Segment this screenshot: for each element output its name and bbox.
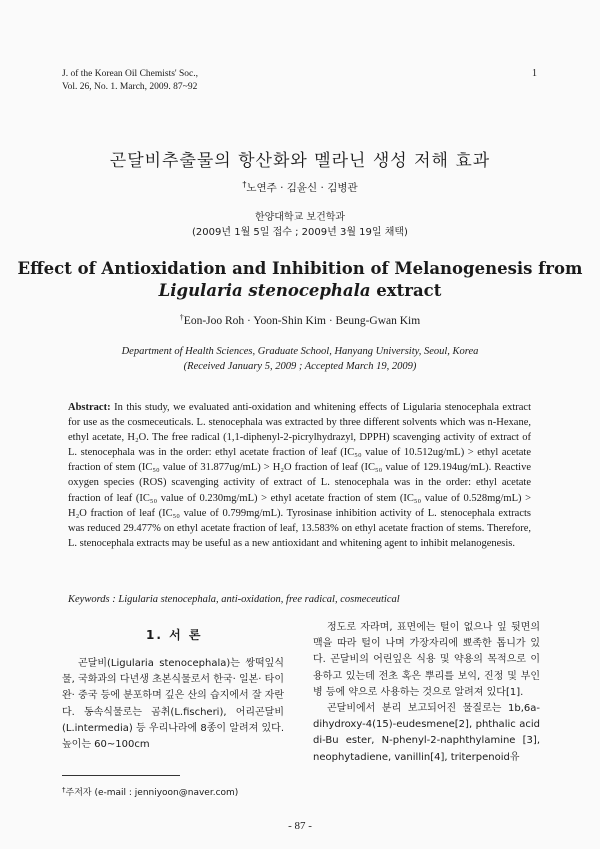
body-right-column (313, 620, 540, 766)
keywords: Keywords : Ligularia stenocephala, anti-oxidation, free radical, cosmeceutical (68, 594, 400, 605)
korean-affiliation-block (0, 210, 600, 240)
species-name: Ligularia stenocephala (158, 281, 371, 300)
body-left-column (62, 656, 284, 753)
korean-dates: (2009년 1월 5일 접수 ; 2009년 3월 19일 채택) (192, 227, 408, 238)
korean-title: 곤달비추출물의 항산화와 멜라닌 생성 저해 효과 (109, 151, 491, 171)
english-author-names: Eon-Joo Roh · Yoon-Shin Kim · Beung-Gwan Kim (183, 315, 421, 327)
journal-line-1: J. of the Korean Oil Chemists' Soc., (62, 69, 199, 79)
body-paragraph-left: 곤달비(Ligularia stenocephala)는 쌍떡잎식물, 국화과의 다년생 초본식물로서 한국· 일본· 타이완· 중국 등에 분포하며 깊은 산의 습지에서 잘 자란다. 동속식물로는 곰취(L.fischeri), 어리곤달비(L.intermedia) 등 우리나라에 8종이 알려져 있다. 높이는 60~100cm (62, 658, 284, 751)
journal-citation (62, 68, 198, 94)
body-paragraph-right-2: 곤달비에서 분리 보고되어진 물질로는 1b,6a-dihydroxy-4(15)-eudesmene[2], phthalic acid di-Bu ester, N-phenyl-2-naphthylamine [3], neophytadiene, vanillin[4], triterpenoid유 (313, 703, 540, 763)
abstract: Abstract: In this study, we evaluated anti-oxidation and whitening effects of Ligularia stenocephala extract for use as the cosmeceuticals. L. stenocephala was extracted by three different solvents which was n-Hexane, ethyl acetate, H₂O. The free radical (1,1-diphenyl-2-picrylhydrazyl, DPPH) scavenging activity of extract of L. stenocephala was in the order: ethyl acetate fraction of leaf (IC₅₀ value of 10.512ug/mL) > ethyl acetate fraction of stem (IC₅₀ value of 31.877ug/mL) > H₂O fraction of leaf (IC₅₀ value of 129.194ug/mL). Reactive oxygen species (ROS) scavenging activity of extract of L. stenocephala was in the order: ethyl acetate fraction of leaf (IC₅₀ value of 0.230mg/mL) > ethyl acetate fraction of stem (IC₅₀ value of 0.528mg/mL) > H₂O fraction of leaf (IC₅₀ value of 0.799mg/mL). Tyrosinase inhibition activity of L. stenocephala extracts was reduced 29.477% on ethyl acetate fraction of leaf, 13.583% on ethyl acetate fraction of stems. Therefore, L. stenocephala extracts may be useful as a new antioxidant and whitening agent to inhibit melanogenesis. (68, 402, 531, 549)
page-number-top: 1 (532, 68, 537, 79)
english-title-line2 (0, 280, 600, 302)
abstract-label: Abstract (68, 402, 108, 413)
english-title-line1: Effect of Antioxidation and Inhibition of Melanogenesis from (17, 259, 583, 278)
journal-line-2: Vol. 26, No. 1. March, 2009. 87~92 (62, 82, 198, 92)
english-authors (0, 313, 600, 327)
english-title (0, 258, 600, 302)
body-paragraph-right-1: 정도로 자라며, 표면에는 털이 없으나 잎 뒷면의 맥을 따라 털이 나며 가장자리에 뾰족한 톱니가 있다. 곤달비의 어린잎은 식용 및 약용의 목적으로 이용하고 있는데 전초 혹은 뿌리를 보익, 진정 및 부인병 등에 약으로 사용하는 것으로 알려져 있다[1]. (313, 622, 540, 698)
english-corresponding-mark: † (179, 313, 184, 322)
corresponding-mark: † (242, 180, 247, 189)
korean-authors (0, 180, 600, 195)
section-heading: 1. 서 론 (146, 628, 203, 642)
english-affiliation: Department of Health Sciences, Graduate School, Hanyang University, Seoul, Korea (121, 346, 479, 357)
footnote-mark: † (62, 786, 66, 794)
english-dates: (Received January 5, 2009 ; Accepted March 19, 2009) (183, 361, 417, 372)
english-title-suffix: extract (370, 281, 442, 300)
abstract-text: In this study, we evaluated anti-oxidation and whitening effects of Ligularia stenocephala extract for use as the cosmeceuticals. L. stenocephala was extracted by three different solvents which was n-Hexane, ethyl acetate, H₂O. The free radical (1,1-diphenyl-2-picrylhydrazyl, DPPH) scavenging activity of extract of L. stenocephala was in the order: ethyl acetate fraction of leaf (IC₅₀ value of 10.512ug/mL) > ethyl acetate fraction of stem (IC₅₀ value of 31.877ug/mL) > H₂O fraction of leaf (IC₅₀ value of 129.194ug/mL). Reactive oxygen species (ROS) scavenging activity of extract of L. stenocephala was in the order: ethyl acetate fraction of leaf (IC₅₀ value of 0.230mg/mL) > ethyl acetate fraction of stem (IC₅₀ value of 0.528mg/mL) > H₂O fraction of leaf (IC₅₀ value of 0.799mg/mL). Tyrosinase inhibition activity of L. stenocephala extracts was reduced 29.477% on ethyl acetate fraction of leaf, 13.583% on ethyl acetate fraction of stems. Therefore, L. stenocephala extracts may be useful as a new antioxidant and whitening agent to inhibit melanogenesis. (68, 402, 531, 549)
english-affiliation-block (0, 344, 600, 374)
footnote (62, 785, 238, 798)
korean-author-names: 노연주 · 김윤신 · 김병관 (246, 182, 358, 194)
page-footer: - 87 - (288, 820, 312, 832)
korean-affiliation: 한양대학교 보건학과 (254, 212, 346, 223)
footnote-rule (62, 775, 180, 776)
footnote-text: 주저자 (e-mail : jenniyoon@naver.com) (65, 788, 239, 798)
